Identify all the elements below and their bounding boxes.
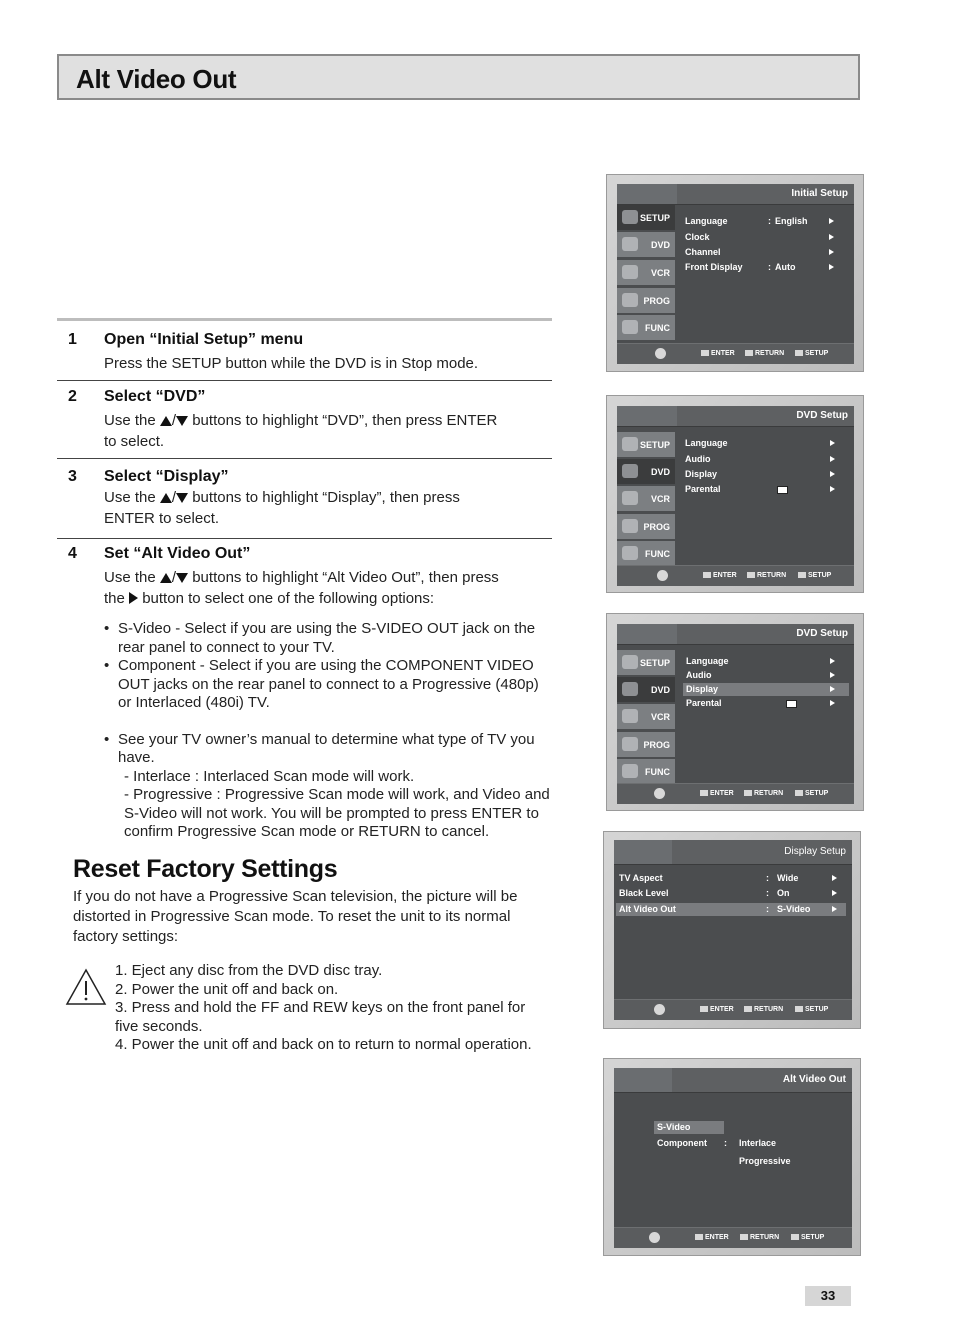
option-progressive: Progressive	[739, 1156, 791, 1166]
vcr-icon	[622, 491, 638, 505]
down-arrow-icon	[176, 573, 188, 583]
menu-row: Language : English	[682, 215, 847, 228]
right-arrow-icon	[830, 658, 835, 664]
steps-top-rule	[57, 318, 552, 321]
right-arrow-icon	[830, 672, 835, 678]
enter-icon	[703, 572, 711, 578]
setup-icon	[798, 572, 806, 578]
screen-dvd-setup-2: DVD Setup SETUP DVD VCR PROG FUNC Language Audio Display Parental ENTER RETURN SETUP	[606, 613, 864, 811]
function-icon	[622, 764, 638, 778]
step-1-number: 1	[68, 331, 77, 348]
up-arrow-icon	[160, 416, 172, 426]
side-item-prog: PROG	[617, 732, 675, 759]
screen-footer: ENTER RETURN SETUP	[614, 1227, 852, 1248]
screen-display-setup: Display Setup TV Aspect : Wide Black Level : On Alt Video Out : S-Video ENTER RETURN SETUP	[603, 831, 861, 1029]
lock-icon	[786, 700, 797, 708]
step-3-number: 3	[68, 468, 77, 485]
side-item-func: FUNC	[617, 315, 675, 342]
reset-steps-list	[115, 962, 532, 1055]
menu-row-highlighted: Display	[683, 683, 849, 696]
step-4-title: Set “Alt Video Out”	[104, 545, 251, 562]
gear-icon	[622, 655, 638, 669]
side-item-func: FUNC	[617, 759, 675, 786]
return-icon	[740, 1234, 748, 1240]
gear-icon	[622, 210, 638, 224]
move-icon	[657, 570, 668, 581]
function-icon	[622, 320, 638, 334]
step-4-number: 4	[68, 545, 77, 562]
menu-row: Display	[682, 468, 847, 481]
right-arrow-icon	[832, 906, 837, 912]
side-item-setup: SETUP	[617, 432, 675, 459]
move-icon	[649, 1232, 660, 1243]
menu-row-highlighted: Alt Video Out : S-Video	[616, 903, 846, 916]
enter-icon	[695, 1234, 703, 1240]
page-title: Alt Video Out	[76, 64, 237, 94]
setup-icon	[795, 790, 803, 796]
list-item: five seconds.	[115, 1017, 203, 1035]
gear-icon	[622, 437, 638, 451]
menu-row: Parental	[683, 697, 849, 710]
step-3-body: Use the / buttons to highlight “Display”, then press ENTER to select.	[104, 489, 460, 527]
move-icon	[654, 788, 665, 799]
menu-row: Front Display : Auto	[682, 261, 847, 274]
step-1-title: Open “Initial Setup” menu	[104, 331, 304, 348]
side-item-prog: PROG	[617, 514, 675, 541]
move-icon	[654, 1004, 665, 1015]
vcr-icon	[622, 265, 638, 279]
return-icon	[744, 1006, 752, 1012]
right-arrow-icon	[830, 686, 835, 692]
clock-icon	[622, 293, 638, 307]
enter-icon	[700, 1006, 708, 1012]
clock-icon	[622, 737, 638, 751]
list-item: 2. Power the unit off and back on.	[115, 980, 339, 998]
step-divider	[57, 380, 552, 381]
up-arrow-icon	[160, 493, 172, 503]
side-item-vcr: VCR	[617, 260, 675, 287]
side-item-dvd: DVD	[617, 232, 675, 259]
right-arrow-icon	[830, 486, 835, 492]
list-item: 1. Eject any disc from the DVD disc tray.	[115, 962, 383, 979]
page-number: 33	[805, 1286, 851, 1306]
option-component: Component : Interlace	[657, 1138, 777, 1148]
right-arrow-icon	[829, 234, 834, 240]
screen-alt-video-out: Alt Video Out S-Video Component : Interlace Progressive ENTER RETURN SETUP	[603, 1058, 861, 1256]
move-icon	[655, 348, 666, 359]
menu-row: Language	[682, 437, 847, 450]
clock-icon	[622, 519, 638, 533]
option-tv-note: • See your TV owner’s manual to determine what type of TV you have. - Interlace : Interlaced Scan mode will work. - Progressive : Progressive Scan mode will work, and Video and S-Video will not work. You will be prompted to press ENTER to confirm Progressive Scan mode or RETURN to cancel.	[104, 731, 554, 842]
enter-icon	[700, 790, 708, 796]
enter-icon	[701, 350, 709, 356]
menu-row: Parental	[682, 483, 847, 496]
step-3-title: Select “Display”	[104, 468, 229, 485]
side-item-prog: PROG	[617, 288, 675, 315]
side-item-vcr: VCR	[617, 486, 675, 513]
list-item: 4. Power the unit off and back on to return to normal operation.	[115, 1036, 532, 1053]
side-item-dvd: DVD	[617, 459, 675, 486]
reset-section-title: Reset Factory Settings	[73, 855, 338, 883]
right-arrow-icon	[829, 218, 834, 224]
side-item-dvd: DVD	[617, 677, 675, 704]
step-divider	[57, 538, 552, 539]
up-arrow-icon	[160, 573, 172, 583]
right-arrow-icon	[830, 440, 835, 446]
right-arrow-icon	[829, 264, 834, 270]
screen-footer: ENTER RETURN SETUP	[614, 999, 852, 1020]
step-2-body: Use the / buttons to highlight “DVD”, then press ENTER to select.	[104, 412, 498, 450]
right-arrow-icon	[832, 890, 837, 896]
lock-icon	[777, 486, 788, 494]
dvd-icon	[622, 237, 638, 251]
return-icon	[747, 572, 755, 578]
title-bar	[57, 54, 860, 100]
return-icon	[744, 790, 752, 796]
option-svideo-highlighted: S-Video	[654, 1121, 724, 1134]
right-arrow-icon	[829, 249, 834, 255]
return-icon	[745, 350, 753, 356]
option-component: • Component - Select if you are using the COMPONENT VIDEO OUT jacks on the rear panel to connect to a Progressive (480p) or Interlaced (480i) TV.	[104, 657, 554, 713]
right-arrow-icon	[830, 700, 835, 706]
options-list	[104, 620, 554, 842]
setup-icon	[791, 1234, 799, 1240]
menu-row: TV Aspect : Wide	[616, 872, 846, 885]
step-divider	[57, 458, 552, 459]
function-icon	[622, 546, 638, 560]
screen-dvd-setup-1: DVD Setup SETUP DVD VCR PROG FUNC Language Audio Display Parental ENTER RETURN SETUP	[606, 395, 864, 593]
right-arrow-icon	[830, 456, 835, 462]
vcr-icon	[622, 709, 638, 723]
right-arrow-icon	[129, 592, 138, 604]
reset-intro: If you do not have a Progressive Scan television, the picture will be distorted in Progressive Scan mode. To reset the unit to its normal factory settings:	[73, 888, 518, 945]
side-item-setup: SETUP	[617, 205, 675, 232]
down-arrow-icon	[176, 416, 188, 426]
right-arrow-icon	[832, 875, 837, 881]
dvd-icon	[622, 464, 638, 478]
menu-row: Audio	[683, 669, 849, 682]
menu-row: Audio	[682, 453, 847, 466]
side-item-vcr: VCR	[617, 704, 675, 731]
list-item: 3. Press and hold the FF and REW keys on the front panel for	[115, 999, 526, 1016]
setup-icon	[795, 350, 803, 356]
step-2-number: 2	[68, 388, 77, 405]
option-svideo: • S-Video - Select if you are using the S-VIDEO OUT jack on the rear panel to connect to your TV.	[104, 620, 554, 657]
screen-footer: ENTER RETURN SETUP	[617, 343, 854, 364]
dvd-icon	[622, 682, 638, 696]
warning-icon	[65, 968, 107, 1006]
menu-row: Clock	[682, 231, 847, 244]
step-1-body: Press the SETUP button while the DVD is in Stop mode.	[104, 355, 479, 372]
menu-row: Channel	[682, 246, 847, 259]
right-arrow-icon	[830, 471, 835, 477]
side-item-setup: SETUP	[617, 650, 675, 677]
side-item-func: FUNC	[617, 541, 675, 568]
setup-icon	[795, 1006, 803, 1012]
menu-row: Language	[683, 655, 849, 668]
screen-footer: ENTER RETURN SETUP	[617, 783, 854, 804]
step-4-body: Use the / buttons to highlight “Alt Video Out”, then press the button to select one of the following options:	[104, 569, 499, 607]
screen-footer: ENTER RETURN SETUP	[617, 565, 854, 586]
step-2-title: Select “DVD”	[104, 388, 206, 405]
down-arrow-icon	[176, 493, 188, 503]
screen-initial-setup: Initial Setup SETUP DVD VCR PROG FUNC Language : English Clock Channel Front Display : Auto ENTER RETURN SETUP	[606, 174, 864, 372]
menu-row: Black Level : On	[616, 887, 846, 900]
